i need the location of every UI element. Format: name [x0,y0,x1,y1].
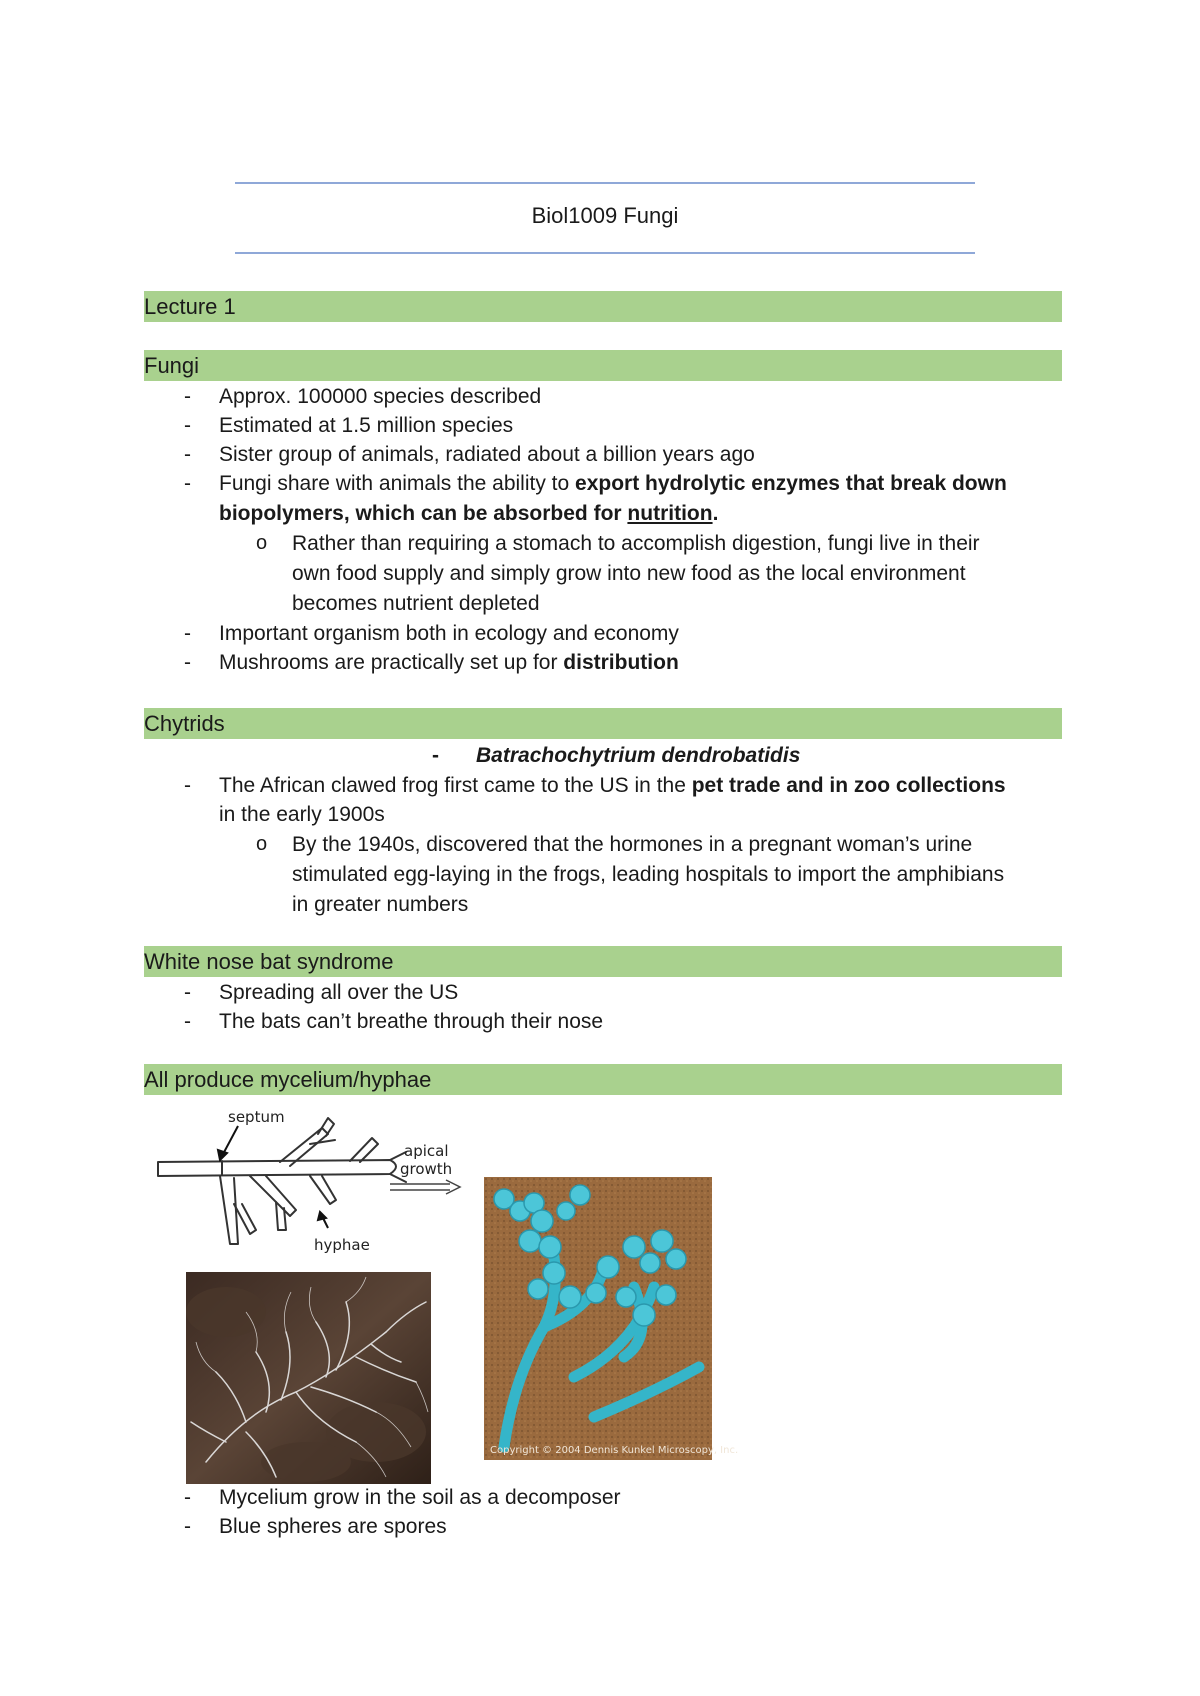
chytrids-sub-line-3: in greater numbers [292,893,469,916]
heading-chytrids: Chytrids [144,708,1062,739]
hyphae-diagram [150,1104,470,1264]
heading-fungi: Fungi [144,350,1062,381]
label-apical: apical [404,1142,449,1160]
whitenose-bullet-1: Spreading all over the US [219,981,459,1004]
emphasis: export hydrolytic enzymes that break down [575,472,1007,495]
heading-white-nose: White nose bat syndrome [144,946,1062,977]
whitenose-bullet-2: The bats can’t breathe through their nose [219,1010,604,1033]
mycelium-bullet-2: Blue spheres are spores [219,1515,447,1538]
fungi-bullet-1: Approx. 100000 species described [219,385,542,408]
bullet-dash: - [184,622,191,645]
heading-lecture: Lecture 1 [144,291,1062,322]
emphasis: biopolymers, which can be absorbed for nutrition. [219,502,719,525]
chytrids-sub-line-1: By the 1940s, discovered that the hormones in a pregnant woman’s urine [292,833,973,856]
species-name: Batrachochytrium dendrobatidis [476,744,801,767]
label-hyphae: hyphae [314,1236,370,1254]
bullet-dash: - [184,774,191,797]
fungi-bullet-4: Fungi share with animals the ability to export hydrolytic enzymes that break down [219,472,1007,495]
label-septum: septum [228,1108,285,1126]
bullet-dash: - [184,981,191,1004]
bullet-dash: - [184,1486,191,1509]
emphasis: distribution [563,651,679,674]
bullet-dash: - [432,744,439,767]
fungi-sub-line-1: Rather than requiring a stomach to accomplish digestion, fungi live in their [292,532,980,555]
photo-copyright: Copyright © 2004 Dennis Kunkel Microscopy, Inc. [490,1445,739,1456]
sub-bullet-circle: o [256,532,268,554]
bullet-dash: - [184,1010,191,1033]
fungi-sub-line-2: own food supply and simply grow into new food as the local environment [292,562,966,585]
emphasis: pet trade and in zoo collections [691,774,1006,797]
fungi-bullet-4-continued [219,499,718,528]
mycelium-bullet-1: Mycelium grow in the soil as a decomposer [219,1486,621,1509]
bullet-dash: - [184,472,191,495]
heading-mycelium: All produce mycelium/hyphae [144,1064,1062,1095]
bullet-dash: - [184,443,191,466]
fungi-bullet-2: Estimated at 1.5 million species [219,414,514,437]
bullet-dash: - [184,385,191,408]
bullet-dash: - [184,1515,191,1538]
spores-micrograph [484,1177,739,1460]
fungi-sub-line-3: becomes nutrient depleted [292,592,540,615]
mycelium-soil-photo [186,1272,431,1484]
title-rule-top [235,182,975,184]
fungi-bullet-3: Sister group of animals, radiated about a billion years ago [219,443,755,466]
fungi-bullet-6: Mushrooms are practically set up for distribution [219,651,679,674]
chytrids-bullet-1: The African clawed frog first came to the US in the pet trade and in zoo collections [219,774,1006,797]
title-rule-bottom [235,252,975,254]
bullet-dash: - [184,414,191,437]
fungi-bullet-5: Important organism both in ecology and economy [219,622,679,645]
document-title: Biol1009 Fungi [531,203,679,228]
underlined-term: nutrition [627,502,713,525]
sub-bullet-circle: o [256,833,268,855]
chytrids-sub-line-2: stimulated egg-laying in the frogs, leading hospitals to import the amphibians [292,863,1005,886]
label-growth: growth [400,1160,453,1178]
chytrids-bullet-1-continued: in the early 1900s [219,803,385,826]
bullet-dash: - [184,651,191,674]
